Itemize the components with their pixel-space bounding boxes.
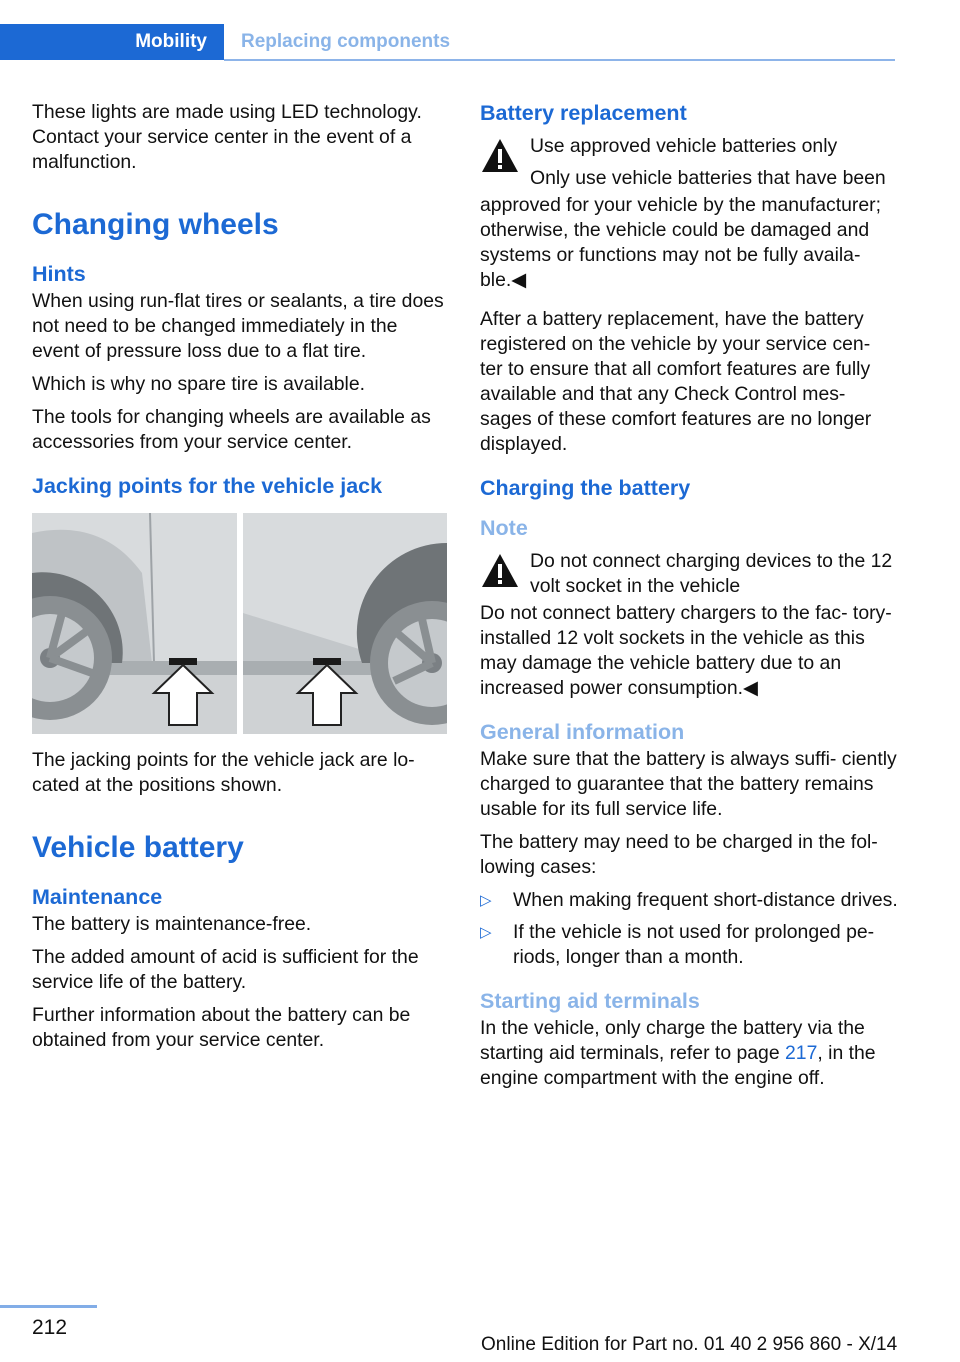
- battery-replacement-heading: Battery replacement: [480, 101, 687, 125]
- starting-aid-paragraph: [480, 1016, 898, 1091]
- left-column: [32, 100, 447, 1061]
- hints-paragraph-2: Which is why no spare tire is available.: [32, 373, 366, 395]
- battery-warning-line-1: Only use vehicle batteries that have been: [530, 167, 886, 189]
- maintenance-paragraph-1: The battery is maintenance-free.: [32, 913, 312, 935]
- jacking-points-illustration: [32, 513, 447, 734]
- battery-replacement-warning: [480, 134, 898, 191]
- footer-rule: [0, 1305, 97, 1308]
- right-column: [480, 100, 898, 1099]
- charging-battery-heading: Charging the battery: [480, 476, 691, 500]
- battery-replacement-paragraph: After a battery replacement, have the battery registered on the vehicle by your service cen‐ ter to ensure that all comfort features are fully available and that any Check Control mes‐ sages of these comfort features are no longer displayed.: [480, 308, 872, 455]
- hints-heading: Hints: [32, 262, 86, 286]
- battery-warning-title: Use approved vehicle batteries only: [530, 135, 838, 157]
- hints-paragraph-1: When using run-flat tires or sealants, a tire does not need to be changed immediately in the event of pressure loss due to a flat tire.: [32, 290, 444, 362]
- note-heading: Note: [480, 516, 528, 540]
- list-item: [480, 888, 898, 913]
- maintenance-paragraph-3: Further information about the battery can be obtained from your service center.: [32, 1004, 411, 1051]
- header-bar: [0, 24, 895, 62]
- triangle-bullet-icon: ▷: [480, 924, 492, 941]
- warning-triangle-icon: [480, 551, 520, 591]
- starting-aid-text-after: , in the engine compartment with the engine off.: [480, 1042, 876, 1089]
- header-rule: [224, 59, 895, 61]
- jacking-points-heading: Jacking points for the vehicle jack: [32, 474, 383, 498]
- battery-warning-body: approved for your vehicle by the manufacturer; otherwise, the vehicle could be damaged and systems or functions may not be fully availa‐ ble.◀: [480, 194, 881, 291]
- chapter-tab[interactable]: Replacing components: [241, 31, 451, 52]
- charging-warning: [480, 549, 898, 599]
- edition-footer: Online Edition for Part no. 01 40 2 956 860 - X/14: [481, 1334, 898, 1355]
- starting-aid-text-before: In the vehicle, only charge the battery via the starting aid terminals, refer to page: [480, 1017, 865, 1064]
- charging-cases-list: [480, 888, 898, 970]
- maintenance-paragraph-2: The added amount of acid is sufficient for the service life of the battery.: [32, 946, 419, 993]
- charging-warning-body: Do not connect battery chargers to the fac‐ tory-installed 12 volt sockets in the vehicle as this may damage the vehicle battery due to an increased power consumption.◀: [480, 602, 892, 699]
- list-item-text: When making frequent short-distance drives.: [513, 889, 898, 911]
- changing-wheels-heading: Changing wheels: [32, 208, 279, 241]
- jacking-points-caption: The jacking points for the vehicle jack are lo‐ cated at the positions shown.: [32, 749, 415, 796]
- general-information-heading: General information: [480, 720, 685, 744]
- list-item: [480, 920, 898, 970]
- warning-triangle-icon: [480, 136, 520, 176]
- vehicle-battery-heading: Vehicle battery: [32, 831, 244, 864]
- maintenance-heading: Maintenance: [32, 885, 163, 909]
- triangle-bullet-icon: ▷: [480, 892, 492, 909]
- general-paragraph-1: Make sure that the battery is always suffi‐ ciently charged to guarantee that the battery remains usable for its full service life.: [480, 748, 897, 820]
- page-number: 212: [32, 1316, 68, 1339]
- list-item-text: If the vehicle is not used for prolonged pe‐ riods, longer than a month.: [513, 921, 875, 968]
- hints-paragraph-3: The tools for changing wheels are available as accessories from your service center.: [32, 406, 431, 453]
- intro-paragraph: These lights are made using LED technology. Contact your service center in the event of a malfunction.: [32, 101, 422, 173]
- general-paragraph-2: The battery may need to be charged in the fol‐ lowing cases:: [480, 831, 878, 878]
- section-tab[interactable]: Mobility: [0, 24, 224, 60]
- page-reference-link[interactable]: 217: [785, 1042, 818, 1064]
- charging-warning-title: Do not connect charging devices to the 12 volt socket in the vehicle: [530, 550, 893, 597]
- jacking-points-figure: [32, 513, 447, 734]
- starting-aid-terminals-heading: Starting aid terminals: [480, 989, 700, 1013]
